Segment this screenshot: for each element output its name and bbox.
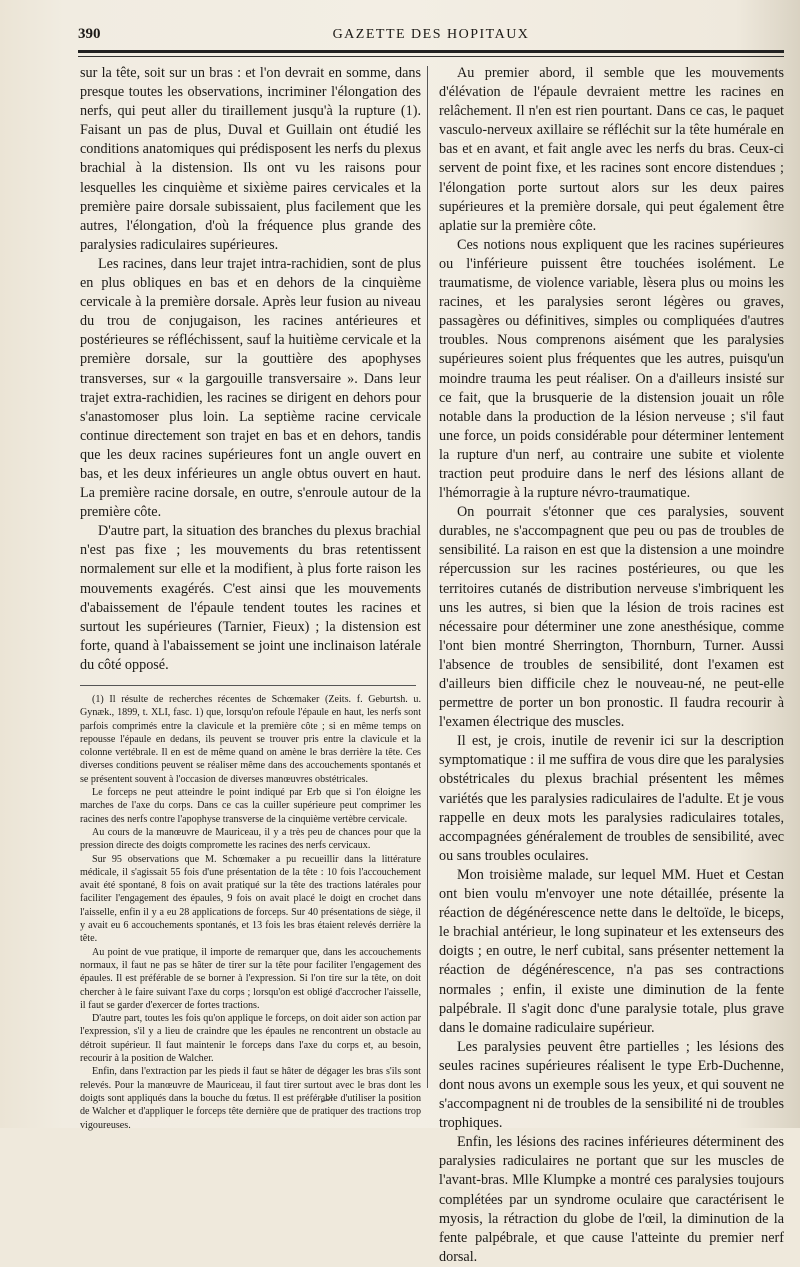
page-number: 390 xyxy=(78,26,101,42)
body-paragraph: Les paralysies peuvent être partielles ; les lésions des seules racines supérieures réalisent le type Erb-Duchenne, dont nous avons un exemple sous les yeux, et qui souvent ne s'accompagnent ni de troubles de la sensibilité ni de troubles trophiques. xyxy=(439,1038,784,1132)
footnote: Au point de vue pratique, il importe de remarquer que, dans les accouchements normaux, il faut ne pas se hâter de tirer sur la tête pour faciliter l'engagement des épaules. Il est préférable de se borner à l'expression. Si l'on tire sur la tête, on doit chercher à le faire suivant l'axe du corps ; lorsqu'on est obligé d'accrocher l'aisselle, il faut se garder d'exercer de fortes tractions. xyxy=(80,946,421,1011)
ink-mark-icon xyxy=(320,1096,334,1104)
journal-title: GAZETTE DES HOPITAUX xyxy=(332,27,530,42)
footnote: D'autre part, toutes les fois qu'on applique le forceps, on doit aider son action par l'expression, s'il y a lieu de craindre que les épaules ne rencontrent un obstacle au détroit supérieur. Il faut maintenir le forceps dans l'axe du corps et, au besoin, recourir à la position de Walcher. xyxy=(80,1013,421,1065)
footnote: (1) Il résulte de recherches récentes de Schœmaker (Zeits. f. Geburtsh. u. Gynæk., 1899, t. XLI, fasc. 1) que, lorsqu'on refoule l'épaule en haut, les nerfs sont parfois comprimés entre la clavicule et la première côte ; si en même temps on repousse l'épaule en dedans, ils peuvent se trouver pris entre la clavicule et la colonne vertébrale. Il en est de même quand on amène le bras derrière la tête. Ces diverses conditions peuvent se réaliser même dans des accouchements spontanés et se présentent souvent à l'occasion de diverses manœuvres obstétricales. xyxy=(80,694,421,785)
body-paragraph: Ces notions nous expliquent que les racines supérieures ou l'inférieure puissent être touchées isolément. Le traumatisme, de violence variable, lèsera plus ou moins les racines, et les paralysies seront légères ou graves, passagères ou définitives, simples ou compliquées d'autres troubles. Nous comprenons aisément que les paralysies supérieures soient plus fréquentes que les autres, puisqu'un moindre trauma les peut réaliser. On a d'ailleurs insisté sur ce fait, que la brusquerie de la distension jouait un rôle notable dans la production de la lésion nerveuse ; s'il faut une force, un poids considérable pour déterminer lentement la rupture d'un nerf, au contraire une subite et violente traction peut produire dans le nerf des lésions allant de l'hémorragie à la rupture névro-traumatique. xyxy=(439,236,784,502)
right-column xyxy=(439,64,784,1267)
body-paragraph: Mon troisième malade, sur lequel MM. Huet et Cestan ont bien voulu m'envoyer une note détaillée, présente la réaction de dégénérescence nette dans le deltoïde, le biceps, le brachial antérieur, le long supinateur et les extenseurs des doigts ; en outre, le nerf cubital, sans présenter nettement la réaction de dégénérescence, n'a pas ses contractions normales ; enfin, il existe une diminution de la fente palpébrale. Il s'agit donc d'une paralysie totale, plus grave dans le domaine radiculaire supérieur. xyxy=(439,866,784,1036)
footnote: Le forceps ne peut atteindre le point indiqué par Erb que si l'on éloigne les marches de l'axe du corps. Dans ce cas la cuiller supérieure peut comprimer les racines des nerfs contre l'apophyse transverse de la cinquième vertèbre cervicale. xyxy=(80,787,421,825)
left-column xyxy=(80,64,421,1132)
body-paragraph: sur la tête, soit sur un bras : et l'on devrait en somme, dans presque toutes les observations, incriminer l'élongation des nerfs, qui peut aller du tiraillement jusqu'à la rupture (1). Faisant un pas de plus, Duval et Guillain ont étudié les conditions anatomiques qui prédisposent les nerfs du plexus brachial à la distension. Ils ont vu les raisons pour lesquelles les cinquième et sixième paires cervicales et la première paire dorsale subissaient, plus facilement que les autres, l'élongation, d'où la fréquence plus grande des paralysies radiculaires supérieures. xyxy=(80,65,421,253)
footnote: Sur 95 observations que M. Schœmaker a pu recueillir dans la littérature médicale, il s'agissait 55 fois d'une présentation de la tête : 10 fois l'accouchement avait été spontané, 8 fois on avait pratiqué sur la tête des tractions latérales pour faciliter l'engagement des épaules, 9 fois on avait placé le doigt en crochet dans l'aisselle, enfin il y a eu 28 applications de forceps. Sur 40 présentations de siège, il y avait eu 6 accouchements spontanés, et 13 fois les bras étaient relevés derrière la tête. xyxy=(80,853,421,945)
header-rule-thin xyxy=(78,56,784,57)
body-paragraph: Les racines, dans leur trajet intra-rachidien, sont de plus en plus obliques en bas et en dehors de la cinquième cervicale à la première dorsale. Après leur fusion au niveau du trou de conjugaison, les racines antérieures et postérieures se réfléchissent, sauf la huitième cervicale et la première dorsale, sur la gouttière des apophyses transverses, sur « la gargouille transversaire ». Dans leur trajet extra-rachidien, les racines se dirigent en dehors pour s'anastomoser plus loin. La septième racine cervicale continue directement son trajet en bas et en dehors, tandis que les deux racines supérieures font un angle ouvert en bas, et les deux inférieures un angle obtus ouvert en haut. La première racine dorsale, en outre, s'enroule autour de la première côte. xyxy=(80,255,421,521)
page-header xyxy=(78,26,784,44)
body-paragraph: Il est, je crois, inutile de revenir ici sur la description symptomatique : il me suffira de vous dire que les paralysies obstétricales du plexus brachial présentent les mêmes variétés que les paralysies radiculaires de l'adulte. Et je vous rappelle en deux mots les paralysies radiculaires totales, accompagnées généralement de troubles de sensibilité, avec ou sans troubles oculaires. xyxy=(439,733,784,864)
footnote-separator xyxy=(80,685,416,686)
body-paragraph: D'autre part, la situation des branches du plexus brachial n'est pas fixe ; les mouvements du bras retentissent normalement sur elle et la modifient, à plus forte raison les mouvements exagérés. C'est ainsi que les mouvements d'abaissement de l'épaule tendent toutes les racines et surtout les supérieures (Tarnier, Fieux) ; la distension est forte, quand à l'abaissement se joint une inclinaison latérale du côté opposé. xyxy=(80,523,421,673)
header-rule-thick xyxy=(78,50,784,53)
body-paragraph: Au premier abord, il semble que les mouvements d'élévation de l'épaule devraient mettre les racines en relâchement. Il n'en est rien pourtant. Dans ce cas, le paquet vasculo-nerveux axillaire se réfléchit sur la tête humérale en bas et en avant, et fait angle avec les nerfs du bras. Ceux-ci servent de point fixe, et les racines sont encore distendues ; l'élongation porte surtout alors sur les deux paires supérieures et la première dorsale, qui peut également être aplatie sur la première côte. xyxy=(439,65,784,234)
column-divider xyxy=(427,66,428,1088)
body-paragraph: Enfin, les lésions des racines inférieures déterminent des paralysies radiculaires ne portant que sur les muscles de l'avant-bras. Mlle Klumpke a montré ces paralysies toujours complétées par un syndrome oculaire que caractérisent le myosis, la rétraction du globe de l'œil, la diminution de la fente palpébrale, et que cause l'atteinte du premier nerf dorsal. xyxy=(439,1134,784,1265)
footnote: Au cours de la manœuvre de Mauriceau, il y a très peu de chances pour que la pression directe des doigts compromette les racines des nerfs cervicaux. xyxy=(80,826,421,852)
body-paragraph: On pourrait s'étonner que ces paralysies, souvent durables, ne s'accompagnent que peu ou pas de troubles de sensibilité. La raison en est que la distension a une moindre répercussion sur les racines postérieures, ou que les territoires cutanés de distribution nerveuse s'imbriquent les uns les autres, si bien que la lésion de trois racines est nécessaire pour déterminer une zone anesthésique, comme l'ont bien montré Sherrington, Thornburn, Turner. Aussi l'absence de troubles de sensibilité, dont l'examen est d'ailleurs bien difficile chez le nouveau-né, ne peut-elle permettre de porter un bon pronostic. Il faudra recourir à l'examen électrique des muscles. xyxy=(439,504,784,731)
footnote: Enfin, dans l'extraction par les pieds il faut se hâter de dégager les bras s'ils sont relevés. Pour la manœuvre de Mauriceau, il faut tirer surtout avec le bras dont les doigts sont appliqués dans la bouche du fœtus. Il est préférable d'utiliser la position de Walcher et d'appliquer le forceps tête dernière que de pratiquer des tractions trop vigoureuses. xyxy=(80,1066,421,1131)
